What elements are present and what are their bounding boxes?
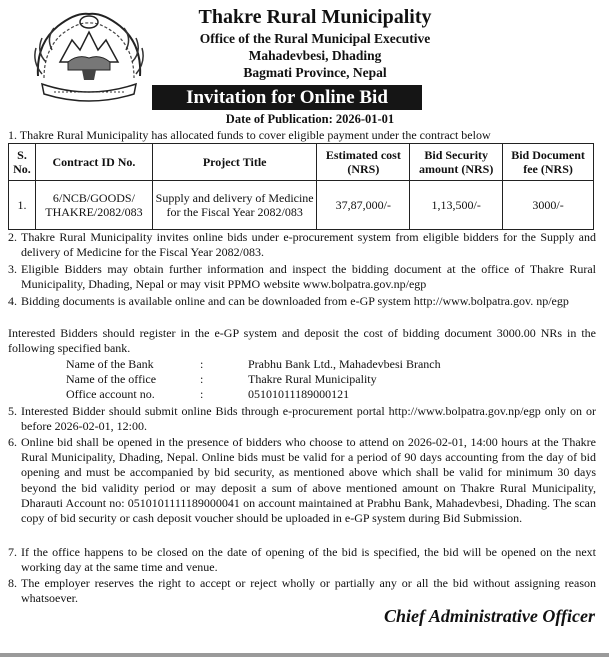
- cell-bid-security: 1,13,500/-: [410, 181, 503, 230]
- signature-title: Chief Administrative Officer: [384, 606, 595, 626]
- bank-colon: :: [200, 387, 204, 401]
- nepal-emblem-icon: [28, 4, 150, 104]
- paragraph-number: 2.: [8, 230, 17, 244]
- page-edge: [0, 653, 609, 657]
- paragraph-7: [8, 545, 596, 575]
- paragraph-6: [8, 435, 596, 526]
- paragraph-8: [8, 576, 596, 606]
- paragraph-2: [8, 230, 596, 260]
- table-header-row: [9, 144, 594, 181]
- cell-doc-fee: 3000/-: [503, 181, 594, 230]
- paragraph-text: Interested Bidder should submit online Bids through e-procurement portal http://www.bolpatra.gov.np/egp only on or before 2026-02-01, 12:00.: [21, 404, 596, 434]
- paragraph-number: 3.: [8, 262, 17, 276]
- col-header-contract-id: Contract ID No.: [35, 144, 152, 181]
- col-header-project-title: Project Title: [152, 144, 317, 181]
- col-header-sno: S. No.: [9, 144, 36, 181]
- col-header-bid-security: Bid Security amount (NRS): [410, 144, 503, 181]
- paragraph-3: [8, 262, 596, 292]
- paragraph-text: Eligible Bidders may obtain further information and inspect the bidding document at the office of Thakre Rural Municipality, Dhading, Nepal or may visit PPMO website www.bolpatra.gov.np/egp: [21, 262, 596, 292]
- cell-sno: 1.: [9, 181, 36, 230]
- paragraph-number: 7.: [8, 545, 17, 559]
- paragraph-number: 5.: [8, 404, 17, 418]
- office-name-label: Name of the office: [66, 372, 157, 386]
- paragraph-text: Bidding documents is available online and can be downloaded from e-GP system http://www.bolpatra.gov. np/egp: [21, 294, 569, 308]
- bank-colon: :: [200, 372, 204, 386]
- province: Bagmati Province, Nepal: [243, 65, 387, 80]
- paragraph-4: [8, 294, 596, 309]
- paragraph-number: 4.: [8, 294, 17, 308]
- office-name: Office of the Rural Municipal Executive: [199, 31, 431, 46]
- publication-date: Date of Publication: 2026-01-01: [225, 112, 395, 126]
- col-header-estimated-cost: Estimated cost (NRS): [317, 144, 410, 181]
- paragraph-text: Online bid shall be opened in the presence of bidders who choose to attend on 2026-02-01, 14:00 hours at the Thakre Rural Municipality, Dhading, Nepal. Online bids must be valid for a period of 90 days accounting from the day of bid opening and must be accompanied by bid security, as mentioned above which shall be valid for minimum 30 days beyond the bid validity period or may deposit a sum of above mentioned amount on Thakre Rural Municipality, Dharauti Account no: 0510101111189000041 on account maintained at Prabhu Bank, Mahadevbesi, Dhading. The scan copy of bid security or cash deposit voucher should be uploaded in e-GP system during Bid Submission.: [21, 435, 596, 526]
- cell-contract-id: 6/NCB/GOODS/ THAKRE/2082/083: [35, 181, 152, 230]
- paragraph-text: If the office happens to be closed on the date of opening of the bid is specified, the bid will be opened on the next working day at the same time and venue.: [21, 545, 596, 575]
- interested-bidders-text: Interested Bidders should register in the e-GP system and deposit the cost of bidding document 3000.00 NRs in the following specified bank.: [8, 326, 596, 356]
- paragraph-5: [8, 404, 596, 434]
- col-header-doc-fee: Bid Document fee (NRS): [503, 144, 594, 181]
- paragraph-text: Thakre Rural Municipality invites online bids under e-procurement system from eligible bidders for the Supply and delivery of Medicine for the Fiscal Year 2082/083.: [21, 230, 596, 260]
- table-row: [9, 181, 594, 230]
- cell-project-title: Supply and delivery of Medicine for the Fiscal Year 2082/083: [152, 181, 317, 230]
- paragraph-number: 6.: [8, 435, 17, 449]
- bank-name-label: Name of the Bank: [66, 357, 154, 371]
- org-name: Thakre Rural Municipality: [198, 6, 432, 28]
- cell-estimated-cost: 37,87,000/-: [317, 181, 410, 230]
- office-account-label: Office account no.: [66, 387, 155, 401]
- intro-text: 1. Thakre Rural Municipality has allocated funds to cover eligible payment under the contract below: [8, 128, 491, 142]
- notice-banner: Invitation for Online Bid: [152, 85, 422, 110]
- paragraph-number: 8.: [8, 576, 17, 590]
- bank-name-value: Prabhu Bank Ltd., Mahadevbesi Branch: [248, 357, 441, 371]
- contract-table: [8, 143, 594, 230]
- office-account-value: 05101011189000121: [248, 387, 350, 401]
- office-name-value: Thakre Rural Municipality: [248, 372, 377, 386]
- office-address: Mahadevbesi, Dhading: [248, 48, 382, 63]
- bank-colon: :: [200, 357, 204, 371]
- paragraph-text: The employer reserves the right to accept or reject wholly or partially any or all the bid without assigning reason whatsoever.: [21, 576, 596, 606]
